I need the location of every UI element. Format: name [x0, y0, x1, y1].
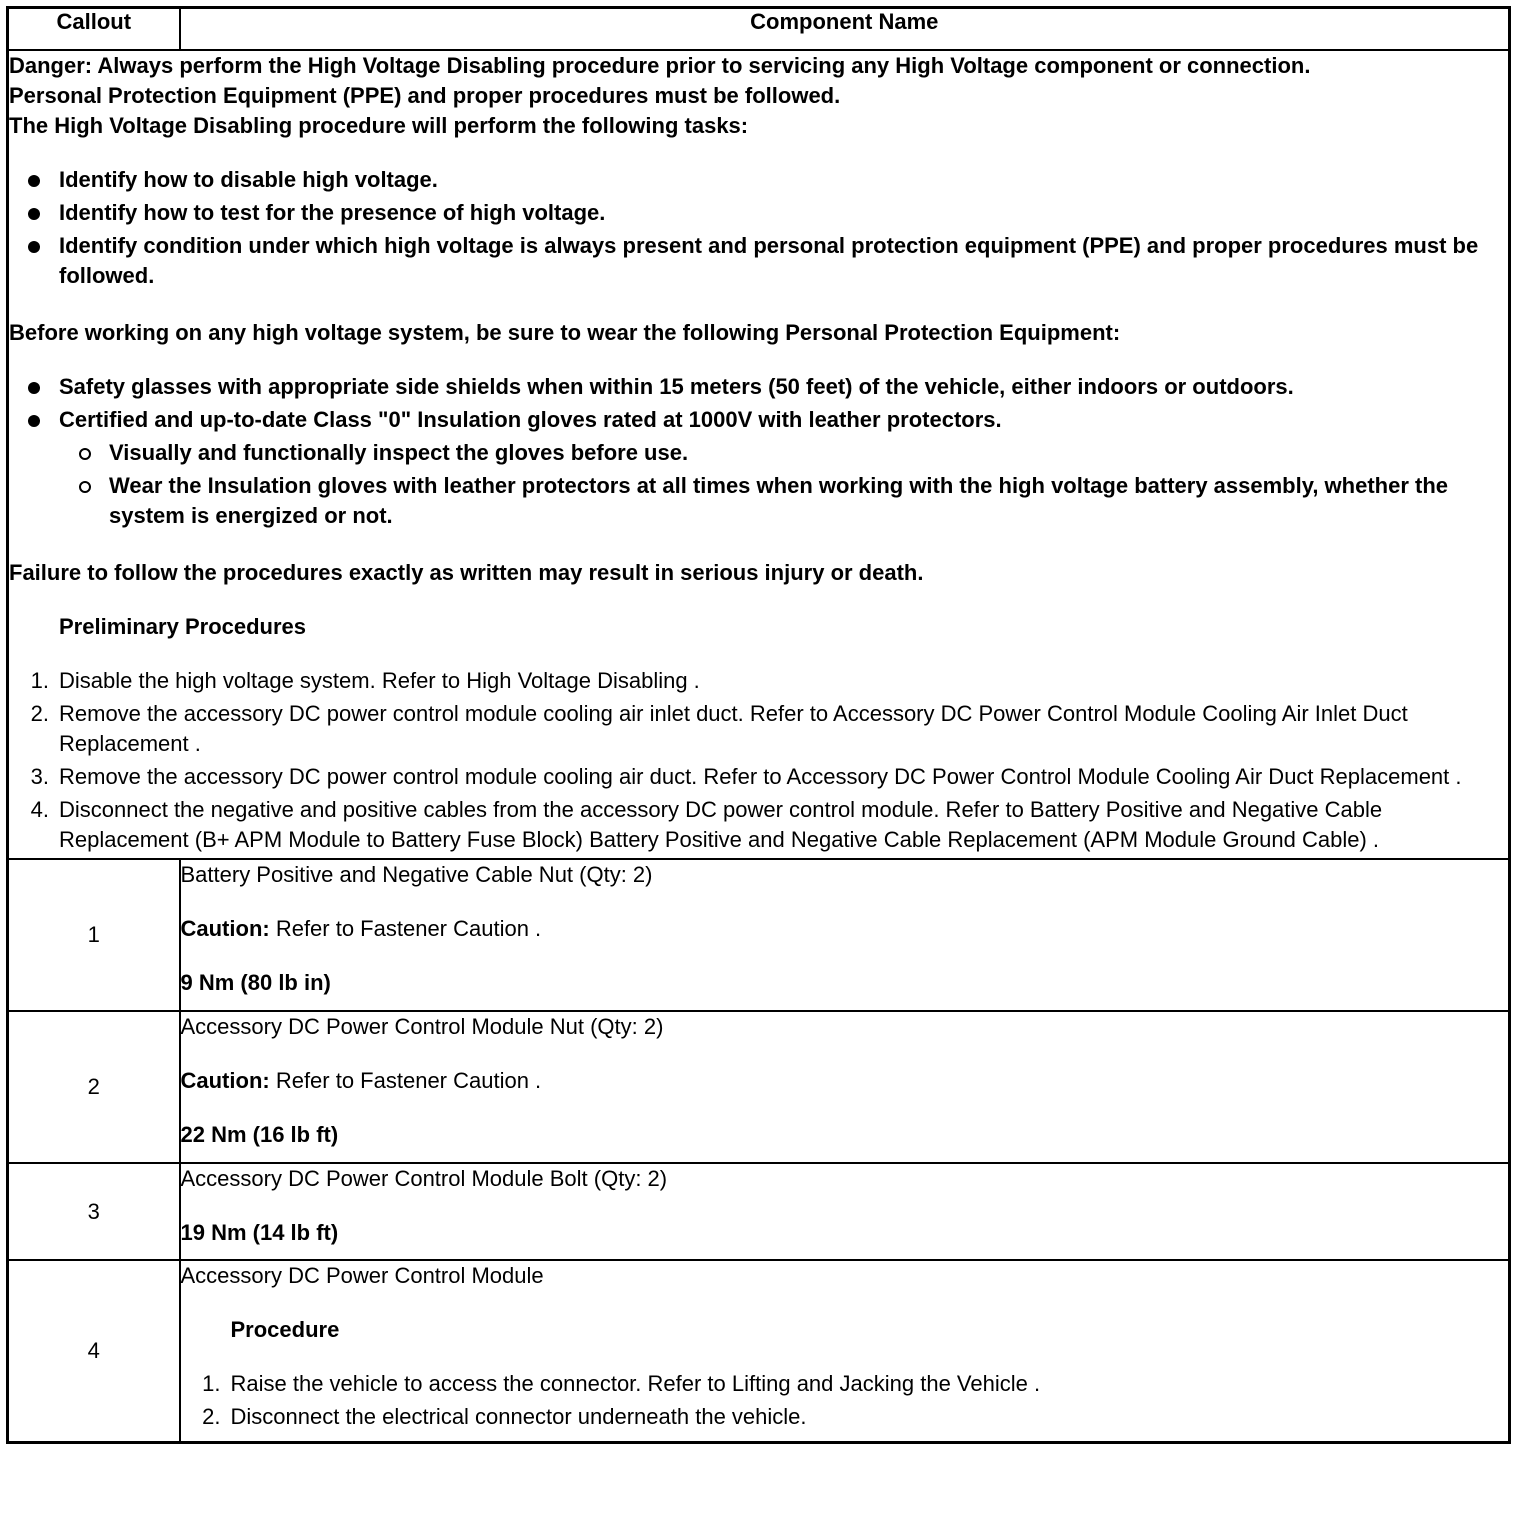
general-notes-cell: [8, 50, 1510, 859]
list-item: Certified and up-to-date Class "0" Insulation gloves rated at 1000V with leather protectors. Visually and functionally inspect the gloves before use. Wear the Insulation gloves with leather protectors at all times when working with the high voltage battery assembly, whether the system is energized or not.: [9, 405, 1508, 531]
torque-spec: 22 Nm (16 lb ft): [180, 1122, 339, 1147]
list-item: 1. Raise the vehicle to access the connector. Refer to Lifting and Jacking the Vehicle .: [202, 1371, 1041, 1396]
torque-spec: 9 Nm (80 lb in): [180, 970, 331, 995]
preliminary-heading: Preliminary Procedures: [59, 614, 307, 639]
table-header-row: [8, 8, 1510, 51]
table-row: [8, 859, 1510, 1011]
bullet-icon: [28, 208, 40, 220]
list-item: Safety glasses with appropriate side shields when within 15 meters (50 feet) of the vehicle, either indoors or outdoors.: [9, 372, 1508, 402]
component-name: Accessory DC Power Control Module Nut (Qty: 2): [180, 1014, 664, 1039]
bullet-icon: [28, 382, 40, 394]
caution-note: Caution: Refer to Fastener Caution .: [180, 916, 542, 941]
component-name: Accessory DC Power Control Module: [180, 1263, 544, 1288]
component-name: Battery Positive and Negative Cable Nut (Qty: 2): [180, 862, 653, 887]
ppe-intro: Before working on any high voltage system, be sure to wear the following Personal Protection Equipment:: [9, 320, 1121, 345]
list-item: Identify how to disable high voltage.: [9, 165, 1508, 195]
component-cell: [180, 1260, 1510, 1442]
danger-line: Danger: Always perform the High Voltage Disabling procedure prior to servicing any High Voltage component or connection.: [9, 53, 1311, 78]
procedure-steps: [181, 1369, 1509, 1432]
component-name-column-header: Component Name: [180, 8, 1510, 51]
list-item: 4. Disconnect the negative and positive cables from the accessory DC power control module. Refer to Battery Positive and Negative Cable Replacement (B+ APM Module to Battery Fuse Block) Battery Positive and Negative Cable Replacement (APM Module Ground Cable) .: [30, 797, 1383, 852]
bullet-icon: [28, 241, 40, 253]
callout-number: 3: [8, 1163, 180, 1260]
component-cell: [180, 859, 1510, 1011]
list-item: 2. Remove the accessory DC power control module cooling air inlet duct. Refer to Accessory DC Power Control Module Cooling Air Inlet Duct Replacement .: [30, 701, 1408, 756]
preliminary-steps: [9, 666, 1508, 855]
danger-line: Personal Protection Equipment (PPE) and proper procedures must be followed.: [9, 83, 841, 108]
list-item: 3. Remove the accessory DC power control module cooling air duct. Refer to Accessory DC Power Control Module Cooling Air Duct Replacement .: [30, 764, 1462, 789]
callout-number: 2: [8, 1011, 180, 1163]
component-table: [6, 6, 1511, 1444]
callout-column-header: Callout: [8, 8, 180, 51]
caution-note: Caution: Refer to Fastener Caution .: [180, 1068, 542, 1093]
callout-number: 1: [8, 859, 180, 1011]
table-row: [8, 1011, 1510, 1163]
task-list: [9, 165, 1508, 291]
component-name: Accessory DC Power Control Module Bolt (Qty: 2): [180, 1166, 668, 1191]
general-notes-row: [8, 50, 1510, 859]
callout-number: 4: [8, 1260, 180, 1442]
list-item: Identify condition under which high voltage is always present and personal protection equipment (PPE) and proper procedures must be followed.: [9, 231, 1508, 291]
procedure-heading: Procedure: [230, 1317, 340, 1342]
list-item: Wear the Insulation gloves with leather protectors at all times when working with the high voltage battery assembly, whether the system is energized or not.: [59, 471, 1508, 531]
bullet-icon: [28, 415, 40, 427]
list-item: 1. Disable the high voltage system. Refer to High Voltage Disabling .: [30, 668, 700, 693]
glove-sub-list: [59, 438, 1508, 531]
table-row: [8, 1260, 1510, 1442]
bullet-icon: [28, 175, 40, 187]
danger-line: The High Voltage Disabling procedure will perform the following tasks:: [9, 113, 749, 138]
list-item: Visually and functionally inspect the gloves before use.: [59, 438, 1508, 468]
ppe-list: [9, 372, 1508, 531]
list-item: 2. Disconnect the electrical connector underneath the vehicle.: [202, 1404, 807, 1429]
table-row: [8, 1163, 1510, 1260]
circle-bullet-icon: [79, 481, 91, 493]
component-cell: [180, 1163, 1510, 1260]
component-cell: [180, 1011, 1510, 1163]
failure-warning: Failure to follow the procedures exactly as written may result in serious injury or death.: [9, 560, 924, 585]
list-item: Identify how to test for the presence of high voltage.: [9, 198, 1508, 228]
torque-spec: 19 Nm (14 lb ft): [180, 1220, 339, 1245]
circle-bullet-icon: [79, 448, 91, 460]
